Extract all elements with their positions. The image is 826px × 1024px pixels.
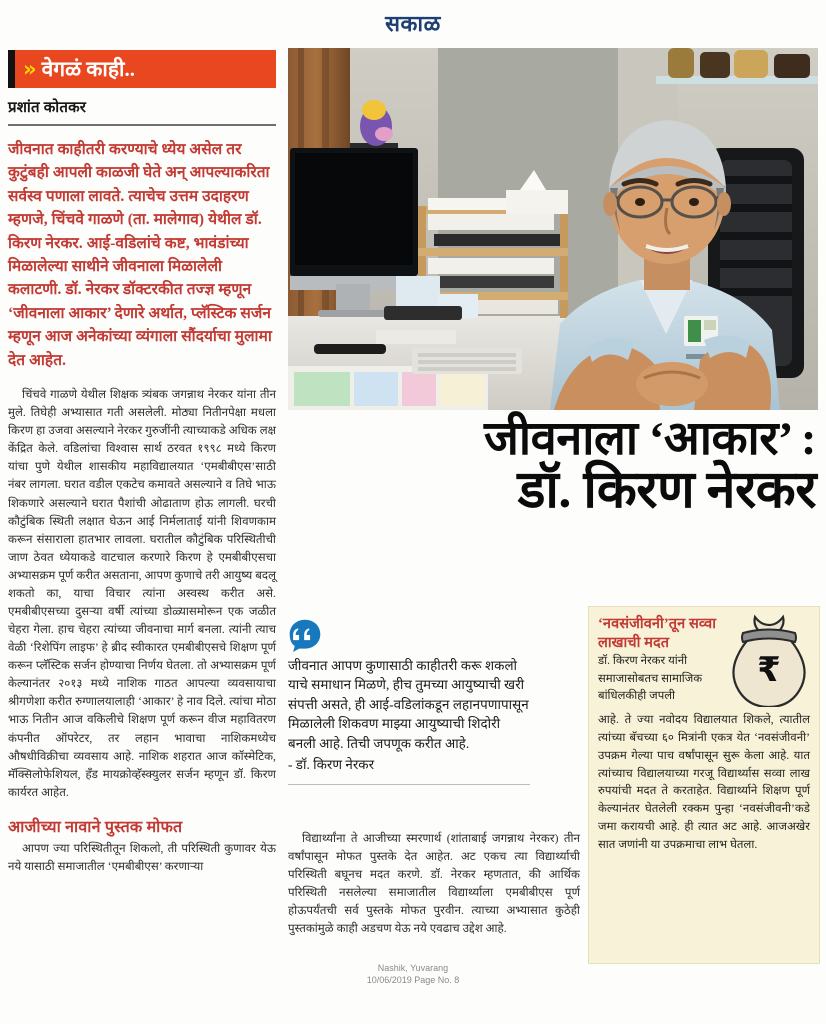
footer-edition: Nashik, Yuvarang	[377, 963, 449, 973]
quote-open-icon	[288, 618, 322, 652]
left-body-paragraph-2: आपण ज्या परिस्थितीतून शिकलो, ती परिस्थिती कुणावर येऊ नये यासाठी समाजातील ‘एमबीबीएस’ करणाऱ्या	[8, 841, 276, 873]
sidebar-body: आहे. ते ज्या नवोदय विद्यालयात शिकले, त्यातील त्यांच्या बॅचच्या ६० मित्रांनी एकत्र येत ‘नवसंजीवनी’ उपक्रम गेल्या पाच वर्षांपासून सुरू केला आहे. यात त्यांच्याच विद्यालयाच्या गरजू विद्यार्थ्यास सव्वा लाख रुपयांची मदत ते करताहेत. विद्यार्थ्याने शिक्षण पूर्ण केल्यानंतर घेतलेली रक्कम पुन्हा ‘नवसंजीवनी’कडे जमा करायची आहे. ही त्यात अट आहे. आजअखेर सात जणांनी या उपक्रमाचा लाभ घेतला.	[598, 714, 810, 851]
sidebar-lead: डॉ. किरण नेरकर यांनी समाजासोबतच सामाजिक बांधिलकीही जपली	[598, 654, 703, 703]
sidebar-heading: ‘नवसंजीवनी’तून सव्वा लाखाची मदत	[598, 616, 717, 651]
rupee-symbol: ₹	[757, 650, 781, 690]
money-bag-icon	[725, 611, 813, 707]
left-column	[8, 50, 276, 876]
masthead-logo: सकाळ	[385, 11, 441, 36]
pull-quote-text: जीवनात आपण कुणासाठी काहीतरी करू शकलो याचे समाधान मिळणे, हीच तुमच्या आयुष्याची खरी संपत्ती असते, ही आई-वडिलांकडून लहानपणापासून मिळालेली शिकवण माझ्या आयुष्याची शिदोरी बनली आहे. तिची जपणूक करीत आहे.	[288, 658, 529, 751]
double-chevron-right-icon: »	[23, 56, 33, 81]
headline-line-2: डॉ. किरण नेरकर	[517, 461, 816, 519]
middle-column-body: विद्यार्थ्यांना ते आजीच्या स्मरणार्थ (शांताबाई जगन्नाथ नेरकर) तीन वर्षांपासून मोफत पुस्तके देत आहेत. अट एकच त्या विद्यार्थ्याची परिस्थिती बघूनच मदत करणे. डॉ. नेरकर म्हणतात, की आर्थिक परिस्थिती नसलेल्या समाजातील विद्यार्थ्याला एमबीबीएस पूर्ण होऊपर्यंतची सर्व पुस्तके मोफत पुरवीन. त्याच्या अभ्यासात कुठेही पुस्तकांमुळे काही अडचण येऊ नये एवढाच उद्देश आहे.	[288, 832, 580, 936]
masthead	[0, 8, 826, 38]
photo-illustration	[288, 48, 818, 410]
kicker-label: वेगळं काही..	[41, 56, 135, 81]
pull-quote	[288, 618, 530, 785]
footer-date-page: 10/06/2019 Page No. 8	[366, 975, 460, 986]
page-headline	[286, 413, 820, 519]
byline: प्रशांत कोतकर	[8, 100, 87, 116]
left-subheading: आजीच्या नावाने पुस्तक मोफत	[8, 818, 183, 836]
left-body-paragraph-1: चिंचवे गाळणे येथील शिक्षक त्र्यंबक जगन्नाथ नेरकर यांना तीन मुले. तिघेही अभ्यासात गती असलेली. मोठ्या नितीनपेक्षा मधला किरण हा उजवा असल्याने नेरकर गुरुजींनी त्याच्याकडे अधिक लक्ष केंद्रित केले. वडिलांचा विश्वास सार्थ ठरवत १९९८ मध्ये किरण यांचा पुणे येथील शासकीय महाविद्यालयात ‘एमबीबीएस’साठी नंबर लागला. घरात वडील एकटेच कमावते असल्याने व तिघे भाऊ शिकणारे असल्याने घरात पैशांची ओढाताण होऊ लागली. घरची कौटुंबिक स्थिती लक्षात घेऊन आई निर्मलाताई यांनी शिवणकाम करून संसाराला हातभार लावला. घरातील कौटुंबिक परिस्थितीची जाण ठेवत ध्येयाकडे वाटचाल करणारे किरण हे एमबीबीएसचा अभ्यासक्रम पूर्ण करीत असताना, आपण कुणाचे तरी आयुष्य बदलू शकतो का, याचा विचार त्यांना अस्वस्थ करीत असे. एमबीबीएसच्या दुसऱ्या वर्षी त्यांच्या डोळ्यासमोरून एक जळीत चेहरा गेला. हाच चेहरा त्यांच्या जीवनाचा मार्ग बनला. त्यांनी त्याच वेळी ‘रिशेपिंग लाइफ’ हे ब्रीद स्वीकारत एमबीबीएसचे शिक्षण पूर्ण करून प्लॅस्टिक सर्जन होण्याचा निर्णय घेतला. तो अभ्यासक्रम पूर्ण केल्यानंतर २०१३ मध्ये नाशिक गाठत आपल्या व्यवसायाचा श्रीगणेशा करीत रुग्णालयालाही ‘आकार’ हे नाव दिले. त्यांचा मोठा भाऊ नितीन आज वकिलीचे शिक्षण पूर्ण करून वीज महावितरण कंपनीत ऑपरेटर, तर लहान भावाचा नाशिकमध्येच औषधीविक्रीचा व्यवसाय आहे. नाशिक शहरात आज कॉस्मेटिक, मॅक्सिलोफेशियल, हॅंड मायक्रोव्हॅस्क्युलर सर्जन म्हणून डॉ. किरण कार्यरत आहेत.	[8, 388, 276, 799]
sidebar-box	[588, 606, 820, 964]
pull-quote-attribution: - डॉ. किरण नेरकर	[288, 757, 375, 773]
byline-divider	[8, 124, 276, 126]
headline-line-1: जीवनाला ‘आकार’ :	[484, 413, 816, 465]
page-footer	[0, 962, 826, 986]
quote-divider	[288, 784, 530, 785]
intro-paragraph: जीवनात काहीतरी करण्याचे ध्येय असेल तर कुटुंबही आपली काळजी घेते अन् आपल्याकरिता सर्वस्व पणाला लावते. त्याचेच उत्तम उदाहरण म्हणजे, चिंचवे गाळणे (ता. मालेगाव) येथील डॉ. किरण नेरकर. आई-वडिलांचे कष्ट, भावंडांच्या मिळालेल्या साथीने जीवनाला मिळालेली कलाटणी. डॉ. नेरकर डॉक्टरकीत तज्ज्ञ म्हणून ‘जीवनाला आकार’ देणारे अर्थात, प्लॅस्टिक सर्जन म्हणून आज अनेकांच्या व्यंगाला सौंदर्याचा मुलामा देत आहेत.	[8, 141, 272, 369]
kicker-banner	[8, 50, 276, 88]
doctor-portrait-photo	[288, 48, 818, 410]
